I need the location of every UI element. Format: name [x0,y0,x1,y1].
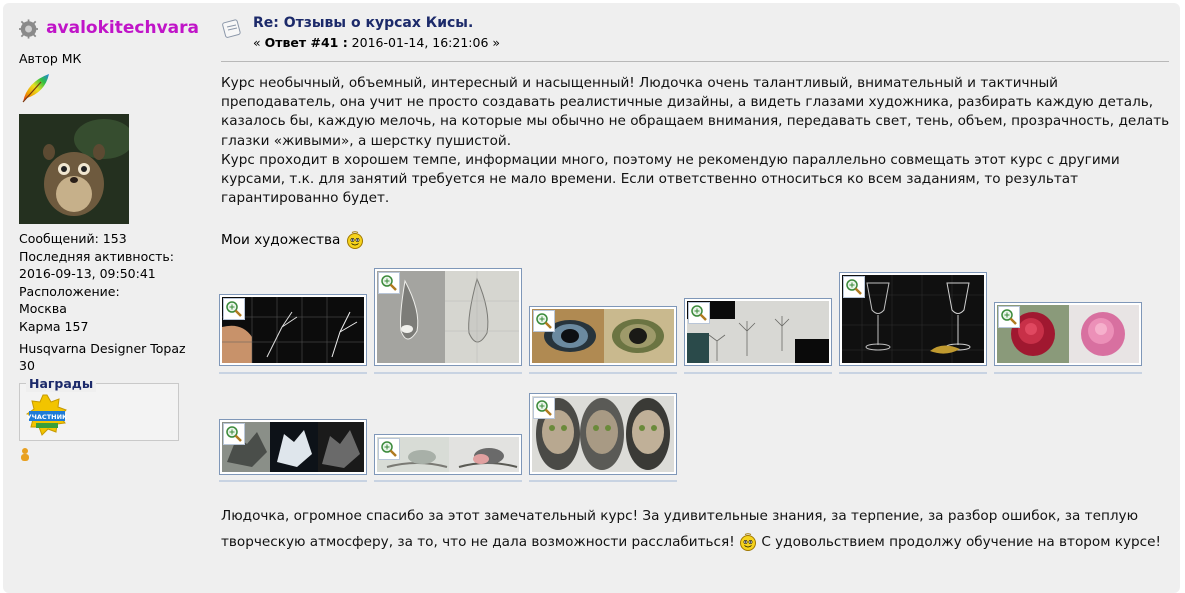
zoom-icon [223,298,245,320]
thumb-cat[interactable] [529,393,677,475]
zoom-icon [843,276,865,298]
thumb-image [222,297,364,363]
thumb-rose[interactable] [994,302,1142,366]
award-badge-icon[interactable] [26,394,68,436]
thumb-image [842,275,984,363]
awards-label: Награды [26,375,96,393]
meta-prefix: « [253,35,265,50]
thumb-underline [529,480,677,482]
artworks-line [221,231,364,249]
zoom-icon [998,306,1020,328]
post-body [221,74,1171,208]
post-container [3,3,1180,593]
messages-count: Сообщений: 153 [19,231,127,246]
thumb-image [687,301,829,363]
thumb-hand-mesh[interactable] [219,294,367,366]
thumb-underline [684,372,832,374]
thumb-image [222,422,364,472]
thanks-text-1: Людочка, огромное спасибо за этот замечательный курс! За удивительные знания, за терпение, за разбор ошибок, за теплую творческую атмосферу, за то, что не дала возможности расслабиться! [221,508,1139,550]
reply-number[interactable]: Ответ #41 : [264,35,348,50]
karma: Карма 157 [19,318,89,334]
thumb-underline [219,480,367,482]
avatar[interactable] [19,114,129,224]
zoom-icon [533,397,555,419]
thumb-wine-glass[interactable] [839,272,987,366]
post-datetime: 2016-01-14, 16:21:06 » [347,35,501,50]
location-label: Расположение: [19,283,120,299]
thumb-underline [839,372,987,374]
post-paragraph-1: Курс необычный, объемный, интересный и насыщенный! Людочка очень талантливый, внимательный и тактичный преподаватель, она учит не просто создавать реалистичные дизайны, а видеть глазами художника, разбирать каждую деталь, казалось бы, каждую мелочь, на которые мы обычно не обращаем внимания, передавать свет, тень, объем, прозрачность, делать глазки «живыми», а шерстку пушистой. [221,75,1170,149]
avatar-image [19,114,129,224]
username-row [19,15,199,43]
awards-box [19,375,179,441]
artworks-label: Мои художества [221,232,341,248]
username-link[interactable]: avalokitechvara [46,18,199,39]
machine-info [19,340,199,375]
thumb-image [377,437,519,472]
thumb-underline [374,480,522,482]
person-icon[interactable] [19,447,31,461]
machine-model: 30 [19,358,35,374]
smiley-icon [739,533,757,551]
thumb-dandelion[interactable] [684,298,832,366]
thumb-underline [219,372,367,374]
zoom-icon [688,302,710,324]
thumb-underline [374,372,522,374]
thumb-image [377,271,519,363]
thumb-underline [994,372,1142,374]
user-title: Автор МК [19,51,82,66]
poster-stats [19,230,199,336]
machine-name: Husqvarna Designer Topaz [19,340,186,356]
thanks-paragraph [221,503,1171,555]
thumb-bird[interactable] [374,434,522,475]
thumb-eye[interactable] [529,306,677,366]
post-title-link[interactable]: Re: Отзывы о курсах Кисы. [253,15,474,31]
award-badge-text: УЧАСТНИК [26,412,68,421]
zoom-icon [223,423,245,445]
smiley-icon [346,231,364,249]
post-paragraph-2: Курс проходит в хорошем темпе, информации много, поэтому не рекомендую параллельно совмещать этот курс с другими курсами, т.к. для занятий требуется не мало времени. Если ответственно относиться ко всем заданиям, то результат гарантированно будет. [221,151,1120,207]
zoom-icon [378,272,400,294]
poster-profile [19,15,199,465]
thumb-water-drop[interactable] [374,268,522,366]
thumb-image [532,309,674,363]
thumb-image [532,396,674,472]
thumb-wolf[interactable] [219,419,367,475]
last-activity-label: Последняя активность: [19,248,174,264]
feather-rank-icon [19,72,51,104]
thumb-image [997,305,1139,363]
offline-status-icon [19,18,38,40]
location-value: Москва [19,301,67,317]
post-meta [253,35,500,50]
zoom-icon [533,310,555,332]
last-activity-value: 2016-09-13, 09:50:41 [19,266,156,282]
header-divider [221,61,1169,62]
thumb-underline [529,372,677,374]
thanks-text-2: С удовольствием продолжу обучение на втором курсе! [761,534,1161,550]
zoom-icon [378,438,400,460]
xx-post-icon [221,18,243,40]
